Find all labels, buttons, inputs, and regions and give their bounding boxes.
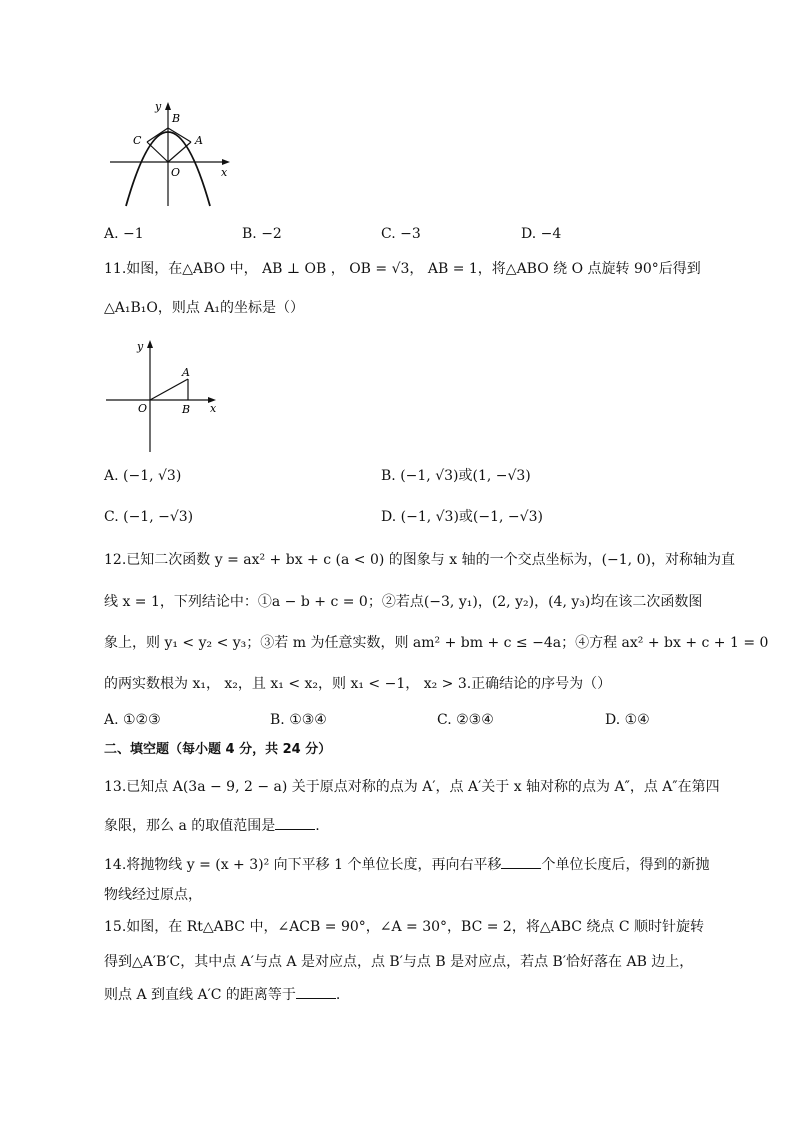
q12-option-c: C. ②③④ xyxy=(437,712,494,728)
q10-option-a: A. −1 xyxy=(104,226,144,242)
q10-option-b: B. −2 xyxy=(242,226,282,242)
label-o: O xyxy=(138,402,148,415)
q15-answer-blank[interactable] xyxy=(296,984,336,999)
q11-option-a: A. (−1, √3) xyxy=(104,468,182,484)
q12-line-2: 线 x = 1，下列结论中：①a − b + c = 0；②若点(−3, y₁)，(2, y₂)，(4, y₃)均在该二次函数图 xyxy=(104,594,703,610)
q14-line-2: 物线经过原点， xyxy=(104,887,202,903)
q12-line-3: 象上，则 y₁ < y₂ < y₃；③若 m 为任意实数，则 am² + bm + c ≤ −4a；④方程 ax² + bx + c + 1 = 0 xyxy=(104,635,769,651)
q13-line-2-text: 象限，那么 a 的取值范围是 xyxy=(104,818,276,834)
label-o: O xyxy=(171,166,181,179)
label-y: y xyxy=(137,340,144,353)
q11-line-2: △A₁B₁O，则点 A₁的坐标是（） xyxy=(104,300,305,316)
q14-answer-blank[interactable] xyxy=(501,854,541,869)
q11-figure xyxy=(102,334,227,454)
q14-line-1 xyxy=(104,854,709,875)
q14-line-1a: 14.将抛物线 y = (x + 3)² 向下平移 1 个单位长度，再向右平移 xyxy=(104,857,502,873)
q13-answer-blank[interactable] xyxy=(275,815,315,830)
q11-option-b: B. (−1, √3)或(1, −√3) xyxy=(381,468,531,484)
q15-line-1: 15.如图，在 Rt△ABC 中，∠ACB = 90°，∠A = 30°，BC = 2，将△ABC 绕点 C 顺时针旋转 xyxy=(104,919,705,935)
q12-option-a: A. ①②③ xyxy=(104,712,161,728)
q10-figure xyxy=(108,98,238,208)
q10-option-d: D. −4 xyxy=(521,226,562,242)
q15-line-3-text: 则点 A 到直线 A′C 的距离等于 xyxy=(104,987,296,1003)
q15-line-3 xyxy=(104,984,340,1005)
q11-option-d: D. (−1, √3)或(−1, −√3) xyxy=(381,509,543,525)
label-x: x xyxy=(221,166,228,179)
q11-option-c: C. (−1, −√3) xyxy=(104,509,194,525)
q14-line-1b: 个单位长度后，得到的新抛 xyxy=(541,857,710,873)
q12-option-d: D. ①④ xyxy=(605,712,650,728)
q13-line-1: 13.已知点 A(3a − 9, 2 − a) 关于原点对称的点为 A′，点 A′关于 x 轴对称的点为 A″，点 A″在第四 xyxy=(104,779,720,795)
q11-line-1: 11.如图，在△ABO 中， AB ⊥ OB ， OB = √3， AB = 1，将△ABO 绕 O 点旋转 90°后得到 xyxy=(104,261,701,277)
q13-period: . xyxy=(315,818,320,834)
label-x: x xyxy=(210,402,217,415)
label-y: y xyxy=(155,100,162,113)
section-heading: 二、填空题（每小题 4 分，共 24 分） xyxy=(104,742,332,757)
q15-line-2: 得到△A′B′C，其中点 A′与点 A 是对应点，点 B′与点 B 是对应点，若点 B′恰好落在 AB 边上， xyxy=(104,954,694,970)
label-b: B xyxy=(172,112,181,125)
q10-option-c: C. −3 xyxy=(381,226,421,242)
q15-period: . xyxy=(335,987,341,1003)
q12-line-4: 的两实数根为 x₁， x₂，且 x₁ < x₂，则 x₁ < −1， x₂ > 3.正确结论的序号为（） xyxy=(104,676,612,692)
label-b: B xyxy=(182,403,191,416)
q12-line-1: 12.已知二次函数 y = ax² + bx + c (a < 0) 的图象与 x 轴的一个交点坐标为，(−1, 0)，对称轴为直 xyxy=(104,552,735,568)
label-a: A xyxy=(182,366,190,379)
q12-option-b: B. ①③④ xyxy=(270,712,327,728)
label-c: C xyxy=(133,134,142,147)
q13-line-2 xyxy=(104,815,320,836)
label-a: A xyxy=(195,134,203,147)
